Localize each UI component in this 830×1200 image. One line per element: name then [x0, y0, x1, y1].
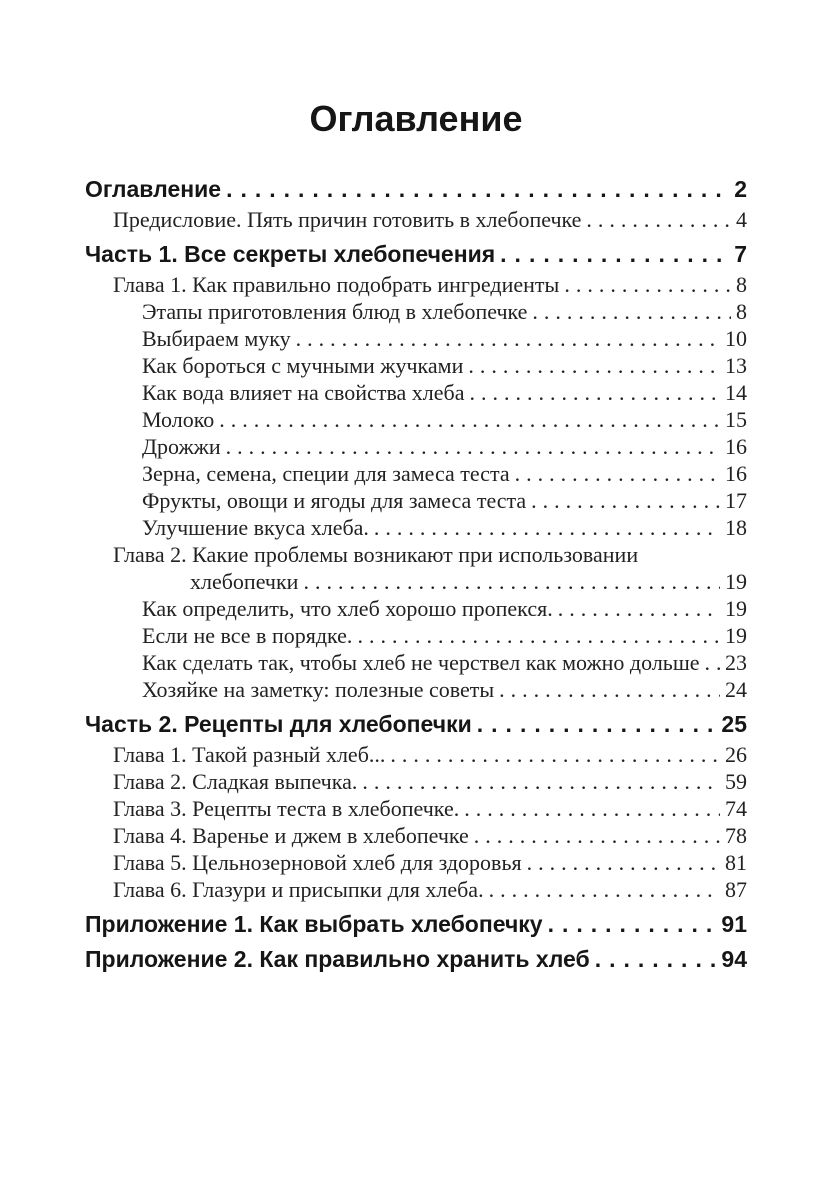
dot-leader: [527, 298, 731, 325]
toc-entry-page: 87: [725, 877, 747, 902]
toc-entry-page: 19: [725, 623, 747, 648]
dot-leader: [214, 406, 720, 433]
toc-entry-label: Часть 2. Рецепты для хлебопечки: [85, 711, 472, 737]
toc-entry-label: Оглавление: [85, 176, 222, 202]
toc-entry-page: 23: [725, 650, 747, 675]
toc-entry: [85, 910, 747, 938]
dot-leader: [369, 514, 720, 541]
dot-leader: [465, 379, 720, 406]
toc-entry-label: Фрукты, овощи и ягоды для замеса теста: [142, 488, 527, 513]
toc-entry-page: 74: [725, 796, 747, 821]
toc-entry-page: 17: [725, 488, 747, 513]
toc-entry: [85, 945, 747, 973]
toc-entry: [85, 271, 747, 298]
toc-entry-label: Глава 2. Какие проблемы возникают при использовании: [113, 542, 639, 567]
dot-leader: [581, 206, 731, 233]
toc-entry-page: 94: [721, 946, 747, 972]
toc-entry-page: 8: [736, 299, 747, 324]
toc-entry-continuation: [85, 568, 747, 595]
toc-entry-page: 18: [725, 515, 747, 540]
toc-entry-page: 13: [725, 353, 747, 378]
toc-entry: [85, 795, 747, 822]
toc-entry-page: 91: [721, 911, 747, 937]
toc-entry: [85, 822, 747, 849]
dot-leader: [221, 175, 729, 203]
toc-entry-label: Глава 1. Как правильно подобрать ингредиенты: [113, 272, 560, 297]
toc-entry: [85, 379, 747, 406]
toc-entry: [85, 487, 747, 514]
toc-entry: [85, 622, 747, 649]
toc-entry-page: 59: [725, 769, 747, 794]
toc-entry-page: 16: [725, 461, 747, 486]
toc-entry: [85, 649, 747, 676]
toc-entry-page: 81: [725, 850, 747, 875]
toc-entry-label: Глава 2. Сладкая выпечка.: [113, 769, 358, 794]
toc-entry-page: 26: [725, 742, 747, 767]
toc-entry: [85, 849, 747, 876]
toc-entry: [85, 541, 747, 568]
toc-entry: [85, 741, 747, 768]
dot-leader: [357, 768, 720, 795]
dot-leader: [469, 822, 720, 849]
toc-entry-page: 16: [725, 434, 747, 459]
dot-leader: [526, 487, 720, 514]
toc-entry: [85, 298, 747, 325]
toc-entry: [85, 325, 747, 352]
toc-entry: [85, 406, 747, 433]
toc-entry-label: Приложение 2. Как правильно хранить хлеб: [85, 946, 590, 972]
toc-entry: [85, 514, 747, 541]
dot-leader: [472, 710, 717, 738]
toc-entry-page: 7: [734, 241, 747, 267]
toc-entry-label: Хозяйке на заметку: полезные советы: [142, 677, 495, 702]
toc-entry: [85, 876, 747, 903]
toc-list: [85, 175, 747, 973]
dot-leader: [298, 568, 720, 595]
toc-entry: [85, 240, 747, 268]
toc-entry-label: Улучшение вкуса хлеба.: [142, 515, 369, 540]
toc-entry: [85, 768, 747, 795]
toc-entry: [85, 175, 747, 203]
dot-leader: [559, 271, 731, 298]
toc-entry: [85, 460, 747, 487]
toc-entry-label: Глава 4. Варенье и джем в хлебопечке: [113, 823, 469, 848]
toc-entry-label: Дрожжи: [142, 434, 221, 459]
toc-entry-label: Как определить, что хлеб хорошо пропекся.: [142, 596, 553, 621]
toc-entry: [85, 352, 747, 379]
dot-leader: [522, 849, 720, 876]
toc-entry-label: Молоко: [142, 407, 215, 432]
toc-entry-label: Предисловие. Пять причин готовить в хлебопечке: [113, 207, 582, 232]
toc-entry-label: хлебопечки: [190, 569, 299, 594]
dot-leader: [385, 741, 720, 768]
dot-leader: [494, 676, 720, 703]
toc-entry-page: 2: [734, 176, 747, 202]
toc-entry-page: 10: [725, 326, 747, 351]
dot-leader: [484, 876, 720, 903]
dot-leader: [510, 460, 720, 487]
dot-leader: [352, 622, 720, 649]
toc-entry-page: 78: [725, 823, 747, 848]
toc-entry: [85, 433, 747, 460]
toc-entry-label: Как вода влияет на свойства хлеба: [142, 380, 465, 405]
dot-leader: [221, 433, 720, 460]
toc-entry-page: 14: [725, 380, 747, 405]
toc-entry: [85, 595, 747, 622]
toc-entry-label: Зерна, семена, специи для замеса теста: [142, 461, 510, 486]
toc-entry-page: 15: [725, 407, 747, 432]
toc-entry-page: 8: [736, 272, 747, 297]
toc-entry-page: 19: [725, 569, 747, 594]
dot-leader: [543, 910, 717, 938]
toc-entry-label: Глава 5. Цельнозерновой хлеб для здоровья: [113, 850, 522, 875]
toc-entry-page: 25: [721, 711, 747, 737]
page-title: Оглавление: [309, 98, 523, 139]
toc-entry-label: Этапы приготовления блюд в хлебопечке: [142, 299, 528, 324]
toc-entry-label: Глава 1. Такой разный хлеб...: [113, 742, 386, 767]
toc-entry-label: Как бороться с мучными жучками: [142, 353, 464, 378]
dot-leader: [590, 945, 717, 973]
toc-entry: [85, 676, 747, 703]
toc-entry-page: 19: [725, 596, 747, 621]
dot-leader: [553, 595, 720, 622]
toc-entry: [85, 206, 747, 233]
toc-entry-label: Глава 3. Рецепты теста в хлебопечке.: [113, 796, 460, 821]
toc-entry: [85, 710, 747, 738]
dot-leader: [495, 240, 729, 268]
dot-leader: [291, 325, 720, 352]
toc-entry-label: Часть 1. Все секреты хлебопечения: [85, 241, 496, 267]
dot-leader: [700, 649, 720, 676]
toc-entry-page: 24: [725, 677, 747, 702]
toc-entry-label: Глава 6. Глазури и присыпки для хлеба.: [113, 877, 484, 902]
toc-entry-page: 4: [736, 207, 747, 232]
toc-entry-label: Как сделать так, чтобы хлеб не черствел как можно дольше: [142, 650, 700, 675]
toc-entry-label: Приложение 1. Как выбрать хлебопечку: [85, 911, 543, 937]
toc-entry-label: Если не все в порядке.: [142, 623, 353, 648]
dot-leader: [459, 795, 720, 822]
dot-leader: [463, 352, 720, 379]
toc-entry-label: Выбираем муку: [142, 326, 291, 351]
